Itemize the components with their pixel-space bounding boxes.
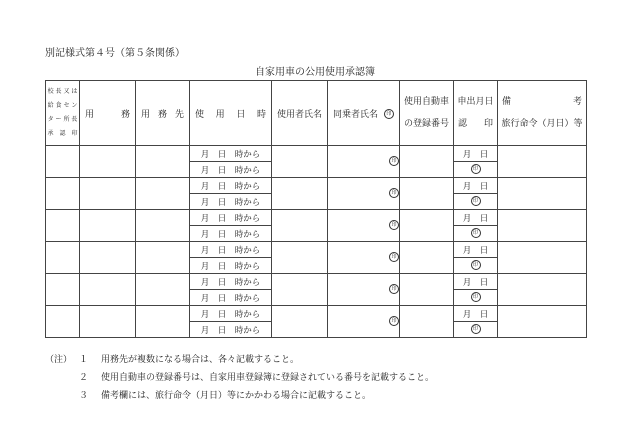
- form-number: 別記様式第４号（第５条関係）: [45, 48, 185, 59]
- header-char: 使: [195, 109, 205, 120]
- request-seal-cell[interactable]: [454, 258, 498, 274]
- header-char: 時: [256, 109, 266, 120]
- destination-cell[interactable]: [136, 274, 190, 306]
- business-cell[interactable]: [80, 210, 136, 242]
- request-seal-cell[interactable]: [454, 290, 498, 306]
- vehicle-number-cell[interactable]: [400, 242, 454, 274]
- note-number: ３: [79, 391, 89, 401]
- request-seal-cell[interactable]: [454, 162, 498, 178]
- business-cell[interactable]: [80, 242, 136, 274]
- header-approval-line: 校 長 又 は: [47, 88, 78, 95]
- seal-icon: 印: [389, 284, 399, 294]
- remarks-cell[interactable]: [498, 146, 587, 178]
- note-item: [45, 387, 434, 405]
- header-vehicle-number: [400, 81, 454, 146]
- usage-datetime-cell[interactable]: 月 日 時から: [190, 322, 272, 338]
- usage-datetime-cell[interactable]: 月 日 時から: [190, 162, 272, 178]
- business-cell[interactable]: [80, 178, 136, 210]
- register-body: [46, 146, 587, 338]
- request-seal-cell[interactable]: [454, 226, 498, 242]
- business-cell[interactable]: [80, 146, 136, 178]
- seal-icon: 印: [384, 109, 394, 119]
- header-char: 日: [236, 109, 246, 120]
- passenger-name-cell[interactable]: [328, 274, 400, 306]
- header-vehicle-line: 使用自動車: [403, 97, 449, 107]
- request-date-cell[interactable]: 月 日: [454, 210, 498, 226]
- user-name-cell[interactable]: [272, 274, 328, 306]
- note-item: [45, 351, 434, 369]
- note-text: 用務先が複数になる場合は、各々記載すること。: [101, 355, 300, 365]
- vehicle-number-cell[interactable]: [400, 178, 454, 210]
- seal-icon: 印: [389, 252, 399, 262]
- note-item: [45, 369, 434, 387]
- header-char: 印: [483, 119, 493, 129]
- header-request-date-seal: [454, 81, 498, 146]
- remarks-cell[interactable]: [498, 274, 587, 306]
- table-row: [46, 306, 587, 322]
- usage-datetime-cell[interactable]: 月 日 時から: [190, 242, 272, 258]
- user-name-cell[interactable]: [272, 210, 328, 242]
- destination-cell[interactable]: [136, 210, 190, 242]
- destination-cell[interactable]: [136, 242, 190, 274]
- usage-datetime-cell[interactable]: 月 日 時から: [190, 226, 272, 242]
- usage-datetime-cell[interactable]: 月 日 時から: [190, 258, 272, 274]
- document-title: 自家用車の公用使用承認簿: [255, 67, 375, 78]
- header-char: 考: [572, 97, 582, 107]
- business-cell[interactable]: [80, 306, 136, 338]
- approval-seal-cell[interactable]: [46, 242, 80, 274]
- header-row: [46, 81, 587, 146]
- header-approval-line: 給 食 セ ン: [47, 102, 78, 109]
- destination-cell[interactable]: [136, 178, 190, 210]
- user-name-cell[interactable]: [272, 146, 328, 178]
- header-user-name: [272, 81, 328, 146]
- header-char: 務: [120, 109, 130, 120]
- request-date-cell[interactable]: 月 日: [454, 178, 498, 194]
- header-passenger-name: [328, 81, 400, 146]
- user-name-cell[interactable]: [272, 306, 328, 338]
- header-passenger-label: 同乗者氏名: [333, 109, 379, 120]
- business-cell[interactable]: [80, 274, 136, 306]
- vehicle-number-cell[interactable]: [400, 210, 454, 242]
- header-destination: [136, 81, 190, 146]
- user-name-cell[interactable]: [272, 178, 328, 210]
- request-date-cell[interactable]: 月 日: [454, 242, 498, 258]
- seal-icon: 印: [471, 260, 481, 270]
- request-date-cell[interactable]: 月 日: [454, 306, 498, 322]
- remarks-cell[interactable]: [498, 242, 587, 274]
- table-row: [46, 242, 587, 258]
- destination-cell[interactable]: [136, 306, 190, 338]
- header-business: [80, 81, 136, 146]
- seal-icon: 印: [471, 196, 481, 206]
- header-char: 先: [174, 109, 184, 120]
- approval-seal-cell[interactable]: [46, 274, 80, 306]
- note-number: １: [79, 355, 89, 365]
- seal-icon: 印: [389, 156, 399, 166]
- user-name-cell[interactable]: [272, 242, 328, 274]
- notes-prefix: （注）: [45, 355, 73, 365]
- remarks-cell[interactable]: [498, 210, 587, 242]
- header-approval-line: 承 認 印: [47, 130, 78, 137]
- approval-seal-cell[interactable]: [46, 178, 80, 210]
- usage-datetime-cell[interactable]: 月 日 時から: [190, 194, 272, 210]
- seal-icon: 印: [471, 324, 481, 334]
- header-char: 用: [85, 109, 95, 120]
- header-char: 備: [502, 97, 512, 107]
- header-char: 務: [157, 109, 167, 120]
- request-date-cell[interactable]: 月 日: [454, 146, 498, 162]
- notes-section: [45, 351, 434, 405]
- note-text: 使用自動車の登録番号は、自家用車登録簿に登録されている番号を記載すること。: [101, 373, 435, 383]
- passenger-name-cell[interactable]: [328, 178, 400, 210]
- header-char: 用: [141, 109, 151, 120]
- header-remarks-line: 旅行命令（月日）等: [501, 119, 583, 129]
- seal-icon: 印: [389, 220, 399, 230]
- approval-seal-cell[interactable]: [46, 146, 80, 178]
- seal-icon: 印: [471, 164, 481, 174]
- vehicle-number-cell[interactable]: [400, 274, 454, 306]
- usage-datetime-cell[interactable]: 月 日 時から: [190, 210, 272, 226]
- seal-icon: 印: [389, 188, 399, 198]
- approval-seal-cell[interactable]: [46, 210, 80, 242]
- header-request-line: 申出月日: [457, 97, 494, 107]
- destination-cell[interactable]: [136, 146, 190, 178]
- seal-icon: 印: [389, 316, 399, 326]
- vehicle-number-cell[interactable]: [400, 306, 454, 338]
- seal-icon: 印: [471, 228, 481, 238]
- approval-register-table: [45, 80, 587, 338]
- header-user-label: 使用者氏名: [276, 109, 322, 120]
- request-seal-cell[interactable]: [454, 194, 498, 210]
- request-seal-cell[interactable]: [454, 322, 498, 338]
- header-remarks: [498, 81, 587, 146]
- table-row: [46, 146, 587, 162]
- header-usage-datetime: [190, 81, 272, 146]
- seal-icon: 印: [471, 292, 481, 302]
- usage-datetime-cell[interactable]: 月 日 時から: [190, 290, 272, 306]
- request-date-cell[interactable]: 月 日: [454, 274, 498, 290]
- table-row: [46, 178, 587, 194]
- remarks-cell[interactable]: [498, 306, 587, 338]
- passenger-name-cell[interactable]: [328, 210, 400, 242]
- table-row: [46, 274, 587, 290]
- header-char: 認: [458, 119, 468, 129]
- usage-datetime-cell[interactable]: 月 日 時から: [190, 178, 272, 194]
- passenger-name-cell[interactable]: [328, 146, 400, 178]
- header-approval-seal: [46, 81, 80, 146]
- note-text: 備考欄には、旅行命令（月日）等にかかわる場合に記載すること。: [101, 391, 372, 401]
- remarks-cell[interactable]: [498, 178, 587, 210]
- note-number: ２: [79, 373, 89, 383]
- passenger-name-cell[interactable]: [328, 242, 400, 274]
- header-approval-line: タ ー 所 長: [47, 116, 78, 123]
- usage-datetime-cell[interactable]: 月 日 時から: [190, 274, 272, 290]
- usage-datetime-cell[interactable]: 月 日 時から: [190, 146, 272, 162]
- header-vehicle-line: の登録番号: [403, 119, 449, 129]
- approval-seal-cell[interactable]: [46, 306, 80, 338]
- passenger-name-cell[interactable]: [328, 306, 400, 338]
- usage-datetime-cell[interactable]: 月 日 時から: [190, 306, 272, 322]
- table-row: [46, 210, 587, 226]
- header-char: 用: [215, 109, 225, 120]
- vehicle-number-cell[interactable]: [400, 146, 454, 178]
